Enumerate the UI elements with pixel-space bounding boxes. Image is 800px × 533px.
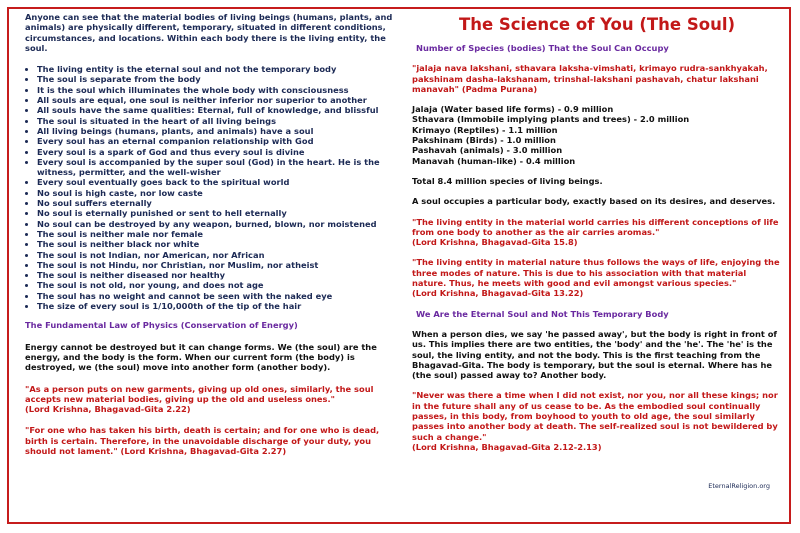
intro-text: Anyone can see that the material bodies of living beings (humans, plants, and animals) are physically different, temporary, situated in different conditions, circumstances, and locations. Within each body there is the living entity, the soul.: [25, 12, 393, 53]
list-item: • The soul is neither male nor female: [37, 229, 393, 239]
list-item: • The soul is not Hindu, nor Christian, nor Muslim, nor atheist: [37, 260, 393, 270]
left-column: [25, 12, 393, 456]
list-item: • The soul is neither black nor white: [37, 239, 393, 249]
list-item: • It is the soul which illuminates the whole body with consciousness: [37, 85, 393, 95]
list-item: • No soul can be destroyed by any weapon, burned, blown, nor moistened: [37, 219, 393, 229]
list-item: • The soul is situated in the heart of all living beings: [37, 116, 393, 126]
quote-15-8-ref: (Lord Krishna, Bhagavad-Gita 15.8): [412, 237, 578, 248]
list-item: • Every soul is a spark of God and thus every soul is divine: [37, 147, 393, 157]
quote-15-8: "The living entity in the material world carries his different conceptions of life from one body to another as the air carries aromas.": [412, 216, 779, 237]
soul-occupies-text: A soul occupies a particular body, exactly based on its desires, and deserves.: [412, 196, 776, 207]
list-item: • Every soul eventually goes back to the spiritual world: [37, 177, 393, 187]
list-item: Sthavara (Immobile implying plants and trees) - 2.0 million: [412, 114, 690, 125]
list-item: • The size of every soul is 1/10,000th of the tip of the hair: [37, 301, 393, 311]
list-item: • The soul is separate from the body: [37, 74, 393, 84]
list-item: • No soul is eternally punished or sent to hell eternally: [37, 208, 393, 218]
list-item: • No soul suffers eternally: [37, 198, 393, 208]
list-item: Krimayo (Reptiles) - 1.1 million: [412, 124, 558, 135]
list-item: • The soul is neither diseased nor healthy: [37, 270, 393, 280]
footer-site-credit: EternalReligion.org: [708, 482, 770, 490]
eternal-soul-text: When a person dies, we say 'he passed away', but the body is right in front of us. This implies there are two entities, the 'body' and the 'he'. The 'he' is the soul, the living entity, and not the body. This is the first teaching from the Bhagavad-Gita. The body is temporary, but the soul is eternal. Where has he (the soul) passed away to? Another body.: [412, 328, 778, 381]
physics-heading: The Fundamental Law of Physics (Conservation of Energy): [25, 320, 298, 331]
quote-2-12-ref: (Lord Krishna, Bhagavad-Gita 2.12-2.13): [412, 441, 602, 452]
list-item: • Every soul is accompanied by the super soul (God) in the heart. He is the witness, permitter, and the well-wisher: [37, 157, 393, 178]
list-item: • The soul has no weight and cannot be seen with the naked eye: [37, 291, 393, 301]
list-item: • All living beings (humans, plants, and animals) have a soul: [37, 126, 393, 136]
species-list: [412, 104, 782, 166]
quote-13-22-ref: (Lord Krishna, Bhagavad-Gita 13.22): [412, 288, 584, 299]
species-total: Total 8.4 million species of living beings.: [412, 175, 603, 186]
page-title: The Science of You (The Soul): [458, 15, 736, 34]
species-heading: Number of Species (bodies) That the Soul Can Occupy: [416, 43, 669, 53]
quote-2-22-ref: (Lord Krishna, Bhagavad-Gita 2.22): [25, 404, 191, 415]
list-item: Pashavah (animals) - 3.0 million: [412, 145, 563, 156]
soul-facts-list: [25, 64, 393, 311]
quote-2-12: "Never was there a time when I did not exist, nor you, nor all these kings; nor in the future shall any of us cease to be. As the embodied soul continually passes, in this body, from boyhood to youth to old age, the soul similarly passes into another body at death. The self-realized soul is not bewildered by such a change.": [412, 390, 778, 442]
list-item: • Every soul has an eternal companion relationship with God: [37, 136, 393, 146]
list-item: • No soul is high caste, nor low caste: [37, 188, 393, 198]
list-item: • The living entity is the eternal soul and not the temporary body: [37, 64, 393, 74]
physics-text: Energy cannot be destroyed but it can change forms. We (the soul) are the energy, and the body is the form. When our current form (the body) is destroyed, we (the soul) move into another form (another body).: [25, 341, 377, 373]
eternal-soul-heading: We Are the Eternal Soul and Not This Temporary Body: [416, 308, 669, 319]
padma-purana-verse: "jalaja nava lakshani, sthavara laksha-vimshati, krimayo rudra-sankhyakah, pakshinam dasha-lakshanam, trinshal-lakshani pashavah, chatur lakshani manavah" (Padma Purana): [412, 63, 768, 94]
list-item: • All souls are equal, one soul is neither inferior nor superior to another: [37, 95, 393, 105]
quote-2-22: "As a person puts on new garments, giving up old ones, similarly, the soul accepts new material bodies, giving up the old and useless ones.": [25, 383, 374, 404]
list-item: Jalaja (Water based life forms) - 0.9 million: [412, 104, 614, 115]
quote-13-22: "The living entity in material nature thus follows the ways of life, enjoying the three modes of nature. This is due to his association with that material nature. Thus, he meets with good and evil amongst various species.": [412, 257, 780, 289]
list-item: • The soul is not Indian, nor American, nor African: [37, 250, 393, 260]
list-item: • The soul is not old, nor young, and does not age: [37, 280, 393, 290]
list-item: Manavah (human-like) - 0.4 million: [412, 155, 576, 166]
right-column: [412, 12, 782, 452]
quote-2-27: "For one who has taken his birth, death is certain; and for one who is dead, birth is certain. Therefore, in the unavoidable discharge of your duty, you should not lament." (Lord Krishna, Bhagavad-Gita 2.27): [25, 425, 380, 456]
list-item: • All souls have the same qualities: Eternal, full of knowledge, and blissful: [37, 105, 393, 115]
list-item: Pakshinam (Birds) - 1.0 million: [412, 135, 556, 146]
